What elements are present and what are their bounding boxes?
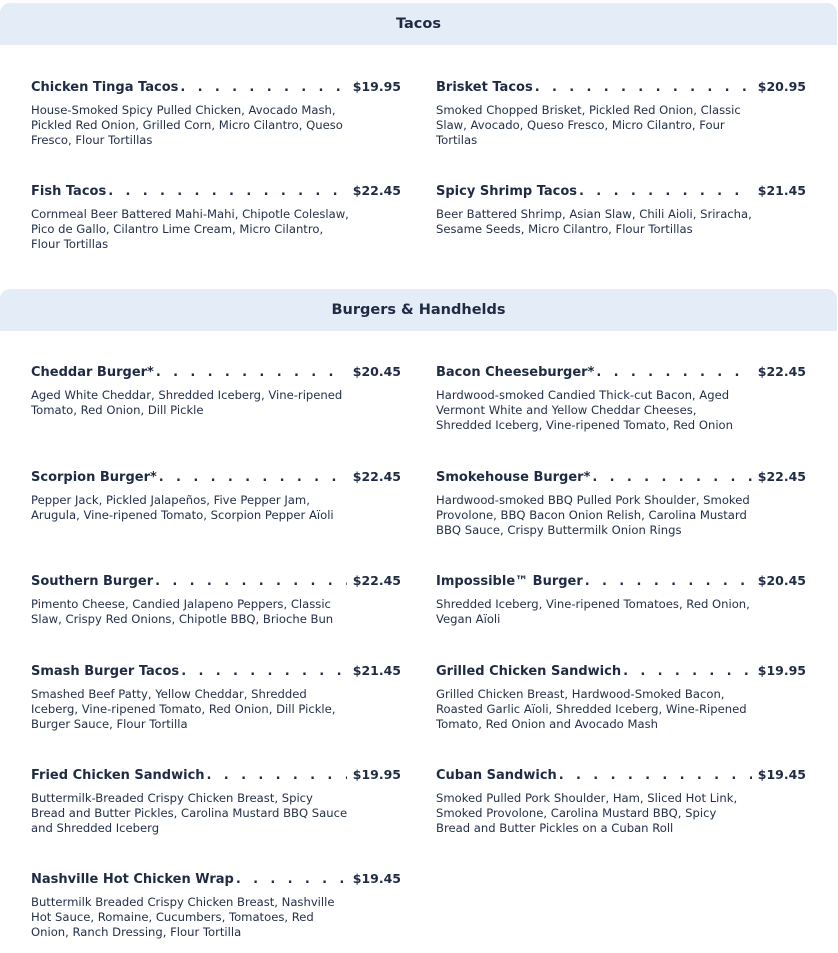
item-name: Cheddar Burger* [31,365,154,380]
item-description: Aged White Cheddar, Shredded Iceberg, Vine-ripened Tomato, Red Onion, Dill Pickle [31,388,343,417]
item-price: $21.45 [757,183,806,198]
item-name: Chicken Tinga Tacos [31,80,179,95]
dot-leader [181,664,347,679]
item-name: Brisket Tacos [436,80,533,95]
dot-leader [207,768,347,783]
menu-item[interactable] [436,364,806,433]
item-price: $19.95 [352,79,401,94]
dot-leader [596,365,751,380]
item-price: $22.45 [352,183,401,198]
item-description: Hardwood-smoked Candied Thick-cut Bacon, Aged Vermont White and Yellow Cheddar Cheeses, Shredded Iceberg, Vine-ripened Tomato, Red Onion [436,388,733,432]
section-header-burgers-handhelds [0,289,837,331]
item-price: $22.45 [352,469,401,484]
item-price: $22.45 [352,573,401,588]
item-price: $19.95 [352,767,401,782]
section-title: Tacos [396,16,441,32]
item-description: Grilled Chicken Breast, Hardwood-Smoked Bacon, Roasted Garlic Aïoli, Shredded Iceberg, Wine-Ripened Tomato, Red Onion and Avocado Mash [436,687,747,731]
item-name: Fried Chicken Sandwich [31,768,205,783]
menu-item[interactable] [31,183,401,252]
menu-item[interactable] [31,469,401,523]
item-price: $19.45 [757,767,806,782]
item-name: Spicy Shrimp Tacos [436,184,578,199]
menu-item[interactable] [436,573,806,627]
menu-item[interactable] [31,871,401,940]
menu-item[interactable] [31,364,401,418]
item-description: Smashed Beef Patty, Yellow Cheddar, Shredded Iceberg, Vine-ripened Tomato, Red Onion, Dill Pickle, Burger Sauce, Flour Tortilla [31,687,336,731]
item-price: $20.45 [352,364,401,379]
item-description: Smoked Pulled Pork Shoulder, Ham, Sliced Hot Link, Smoked Provolone, Carolina Mustard BBQ, Spicy Bread and Butter Pickles on a Cuban Roll [436,791,738,835]
item-price: $22.45 [757,364,806,379]
item-price: $20.95 [757,79,806,94]
item-name: Impossible™ Burger [436,574,583,589]
item-description: Cornmeal Beer Battered Mahi-Mahi, Chipotle Coleslaw, Pico de Gallo, Cilantro Lime Cream, Micro Cilantro, Flour Tortillas [31,207,349,251]
item-description: House-Smoked Spicy Pulled Chicken, Avocado Mash, Pickled Red Onion, Grilled Corn, Micro Cilantro, Queso Fresco, Flour Tortillas [31,103,343,147]
menu-item[interactable] [31,573,401,627]
menu-item[interactable] [436,183,806,237]
item-price: $22.45 [757,469,806,484]
item-name: Scorpion Burger* [31,470,157,485]
dot-leader [585,574,752,589]
item-name: Southern Burger [31,574,154,589]
item-name: Grilled Chicken Sandwich [436,664,622,679]
item-price: $20.45 [757,573,806,588]
item-name: Nashville Hot Chicken Wrap [31,872,234,887]
item-name: Fish Tacos [31,184,107,199]
dot-leader [236,872,347,887]
item-name: Bacon Cheeseburger* [436,365,595,380]
item-price: $19.95 [757,663,806,678]
menu-item[interactable] [31,79,401,148]
dot-leader [592,470,751,485]
dot-leader [156,365,347,380]
item-price: $19.45 [352,871,401,886]
item-description: Shredded Iceberg, Vine-ripened Tomatoes, Red Onion, Vegan Aïoli [436,597,750,626]
item-description: Buttermilk-Breaded Crispy Chicken Breast, Spicy Bread and Butter Pickles, Carolina Mustard BBQ Sauce and Shredded Iceberg [31,791,348,835]
dot-leader [180,80,346,95]
item-description: Pepper Jack, Pickled Jalapeños, Five Pepper Jam, Arugula, Vine-ripened Tomato, Scorpion Pepper Aïoli [31,493,334,522]
dot-leader [579,184,752,199]
menu-item[interactable] [436,663,806,732]
item-description: Beer Battered Shrimp, Asian Slaw, Chili Aioli, Sriracha, Sesame Seeds, Micro Cilantro, Flour Tortillas [436,207,752,236]
dot-leader [159,470,347,485]
item-name: Cuban Sandwich [436,768,557,783]
item-name: Smash Burger Tacos [31,664,180,679]
menu-item[interactable] [31,663,401,732]
dot-leader [559,768,752,783]
item-description: Buttermilk Breaded Crispy Chicken Breast, Nashville Hot Sauce, Romaine, Cucumbers, Tomatoes, Red Onion, Ranch Dressing, Flour Tortilla [31,895,335,939]
item-description: Pimento Cheese, Candied Jalapeno Peppers, Classic Slaw, Crispy Red Onions, Chipotle BBQ, Brioche Bun [31,597,334,626]
menu-item[interactable] [436,469,806,538]
menu-item[interactable] [31,767,401,836]
menu-item[interactable] [436,79,806,148]
section-title: Burgers & Handhelds [331,302,506,318]
menu-item[interactable] [436,767,806,836]
dot-leader [108,184,347,199]
item-description: Hardwood-smoked BBQ Pulled Pork Shoulder, Smoked Provolone, BBQ Bacon Onion Relish, Carolina Mustard BBQ Sauce, Crispy Buttermilk Onion Rings [436,493,750,537]
dot-leader [623,664,752,679]
dot-leader [535,80,752,95]
item-name: Smokehouse Burger* [436,470,591,485]
dot-leader [155,574,347,589]
item-description: Smoked Chopped Brisket, Pickled Red Onion, Classic Slaw, Avocado, Queso Fresco, Micro Cilantro, Four Tortilas [436,103,741,147]
section-header-tacos [0,3,837,45]
item-price: $21.45 [352,663,401,678]
